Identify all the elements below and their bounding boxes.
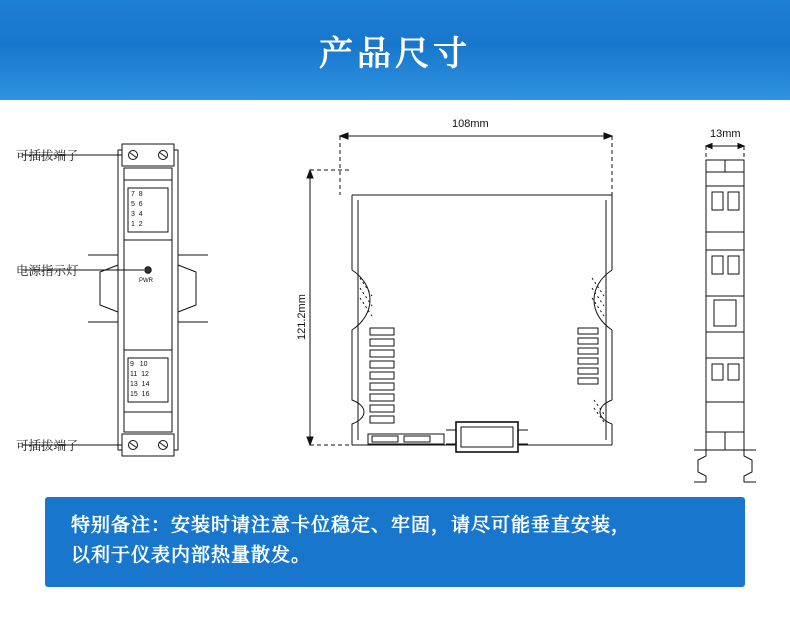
pwr-led-label: PWR <box>139 278 153 284</box>
width-dimension <box>340 133 612 195</box>
terminal-number-bottom-row-2: 11 12 <box>130 371 149 378</box>
top-view-body <box>694 160 756 482</box>
thickness-dimension-label: 13mm <box>710 128 741 140</box>
page-title: 产品尺寸 <box>319 34 471 73</box>
front-view-body <box>352 195 612 452</box>
terminal-number-bottom-row-4: 15 16 <box>130 391 150 398</box>
label-power-indicator: 电源指示灯 <box>16 264 79 278</box>
terminal-number-top-row-1: 7 8 <box>131 191 143 198</box>
width-dimension-label: 108mm <box>452 118 489 130</box>
label-pluggable-terminal-top: 可插拔端子 <box>16 149 79 163</box>
height-dimension-label: 121.2mm <box>296 294 308 340</box>
terminal-number-top-row-2: 5 6 <box>131 201 143 208</box>
thickness-dimension <box>706 144 744 161</box>
height-dimension <box>307 170 352 445</box>
dimension-diagram <box>0 100 790 490</box>
special-note-banner <box>45 497 745 587</box>
terminal-number-bottom-row-1: 9 10 <box>130 361 148 368</box>
special-note-line-1: 特别备注：安装时请注意卡位稳定、牢固，请尽可能垂直安装， <box>71 515 632 536</box>
page-header <box>0 0 790 100</box>
terminal-number-top-row-3: 3 4 <box>131 211 143 218</box>
terminal-number-top-row-4: 1 2 <box>131 221 143 228</box>
special-note-line-2: 以利于仪表内部热量散发。 <box>71 545 312 566</box>
side-view-body <box>88 144 208 456</box>
diagram-svg <box>0 100 790 490</box>
label-pluggable-terminal-bottom: 可插拔端子 <box>16 439 79 453</box>
terminal-number-bottom-row-3: 13 14 <box>130 381 150 388</box>
